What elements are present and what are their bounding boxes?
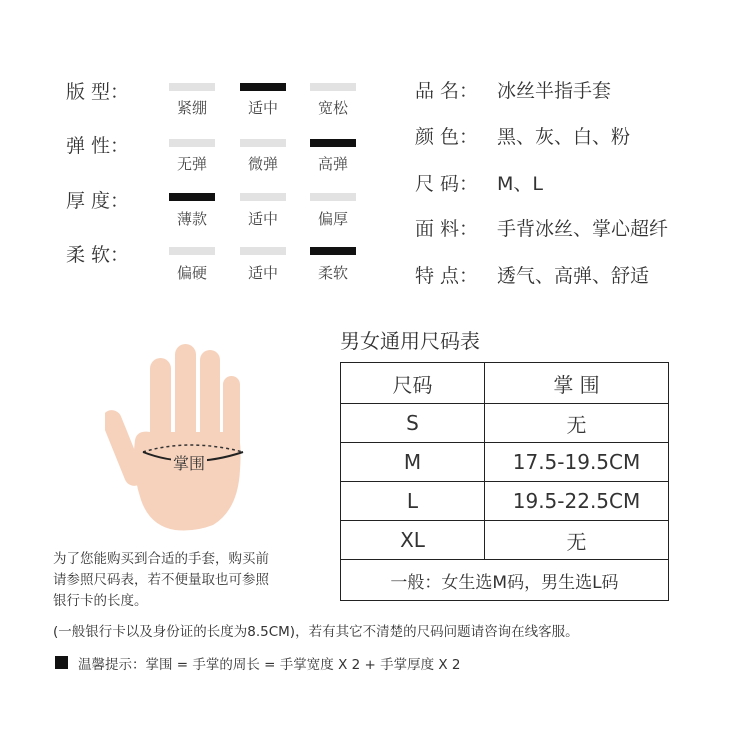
tip-bullet-icon [55, 656, 68, 669]
attr-thickness-bar-0 [169, 193, 215, 201]
attr-softness-bar-2 [310, 247, 356, 255]
attr-softness-opt-2: 柔软 [317, 264, 348, 282]
attr-thickness-bar-2 [310, 193, 356, 201]
hand-icon [105, 340, 245, 535]
attr-fit-opt-1: 适中 [247, 99, 278, 117]
attr-label-elasticity: 弹 性： [66, 135, 130, 157]
attr-softness-opt-0: 偏硬 [176, 264, 207, 282]
purchase-note [53, 549, 343, 612]
attr-elasticity-opt-0: 无弹 [176, 155, 207, 173]
table-cell-palm: 无 [485, 404, 669, 443]
info-label-features: 特 点： [415, 265, 479, 287]
tip-text: 温馨提示：掌围 = 手掌的周长 = 手掌宽度 X 2 + 手掌厚度 X 2 [78, 657, 461, 673]
table-cell-palm: 17.5-19.5CM [485, 443, 669, 482]
attr-elasticity-bar-2 [310, 139, 356, 147]
info-label-color: 颜 色： [415, 126, 479, 148]
size-table [340, 362, 669, 601]
table-cell-palm: 19.5-22.5CM [485, 482, 669, 521]
note-line: 为了您能购买到合适的手套，购买前 [53, 551, 269, 567]
table-footer: 一般：女生选M码，男生选L码 [341, 560, 669, 601]
note-line: 银行卡的长度。 [53, 593, 148, 609]
table-cell-size: L [341, 482, 485, 521]
attr-fit-opt-0: 紧绷 [176, 99, 207, 117]
attr-thickness-opt-2: 偏厚 [317, 210, 348, 228]
table-header-size: 尺码 [341, 363, 485, 404]
hand-label: 掌围 [171, 451, 207, 474]
info-label-name: 品 名： [415, 80, 479, 102]
attr-softness-opt-1: 适中 [247, 264, 278, 282]
note-line: 请参照尺码表，若不便量取也可参照 [53, 572, 269, 588]
info-value-features: 透气、高弹、舒适 [497, 265, 650, 287]
size-table-title: 男女通用尺码表 [340, 329, 480, 353]
table-row [341, 443, 669, 482]
info-value-name: 冰丝半指手套 [497, 80, 612, 102]
attr-softness-bar-1 [240, 247, 286, 255]
info-label-size: 尺 码： [415, 173, 479, 195]
card-length-note: (一般银行卡以及身份证的长度为8.5CM)，若有其它不清楚的尺码问题请咨询在线客服。 [53, 624, 579, 640]
attr-fit-bar-0 [169, 83, 215, 91]
info-value-size: M、L [497, 173, 543, 195]
attr-thickness-opt-0: 薄款 [176, 210, 207, 228]
table-cell-size: XL [341, 521, 485, 560]
info-value-material: 手背冰丝、掌心超纤 [497, 218, 669, 240]
table-row [341, 521, 669, 560]
table-cell-size: M [341, 443, 485, 482]
table-header-row [341, 363, 669, 404]
table-row [341, 482, 669, 521]
table-row [341, 404, 669, 443]
attr-elasticity-opt-2: 高弹 [317, 155, 348, 173]
attr-label-thickness: 厚 度： [66, 190, 130, 212]
attr-fit-bar-1 [240, 83, 286, 91]
attr-label-fit: 版 型： [66, 81, 130, 103]
table-footer-row [341, 560, 669, 601]
attr-thickness-opt-1: 适中 [247, 210, 278, 228]
table-cell-palm: 无 [485, 521, 669, 560]
attr-fit-opt-2: 宽松 [317, 99, 348, 117]
table-cell-size: S [341, 404, 485, 443]
info-value-color: 黑、灰、白、粉 [497, 126, 631, 148]
info-label-material: 面 料： [415, 218, 479, 240]
attr-fit-bar-2 [310, 83, 356, 91]
attr-thickness-bar-1 [240, 193, 286, 201]
attr-elasticity-bar-1 [240, 139, 286, 147]
attr-elasticity-opt-1: 微弹 [247, 155, 278, 173]
attr-elasticity-bar-0 [169, 139, 215, 147]
table-header-palm: 掌 围 [485, 363, 669, 404]
attr-softness-bar-0 [169, 247, 215, 255]
attr-label-softness: 柔 软： [66, 244, 130, 266]
hand-illustration [105, 340, 245, 535]
